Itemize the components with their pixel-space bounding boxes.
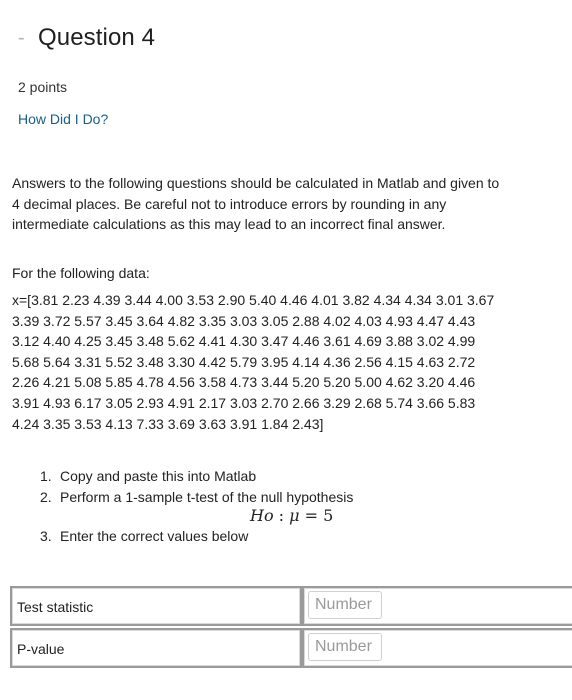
data-line: 3.12 4.40 4.25 3.45 3.48 5.62 4.41 4.30 3.47 4.46 3.61 4.69 3.88 3.02 4.99 (12, 333, 476, 350)
data-line: x=[3.81 2.23 4.39 3.44 4.00 3.53 2.90 5.40 4.46 4.01 3.82 4.34 4.34 3.01 3.67 (12, 292, 495, 308)
step-item (40, 466, 520, 487)
question-title: Question 4 (38, 24, 156, 51)
answer-row-test-statistic (10, 586, 572, 626)
points-label: 2 points (18, 79, 68, 95)
data-line: 4.24 3.35 3.53 4.13 7.33 3.69 3.63 3.91 1.84 2.43] (12, 415, 324, 432)
formula-colon: : (273, 506, 290, 525)
instructions-line: Answers to the following questions should be calculated in Matlab and given to (12, 175, 500, 191)
test-statistic-label: Test statistic (17, 599, 94, 615)
formula-lhs: Ho (250, 506, 274, 525)
p-value-label: P-value (17, 641, 65, 657)
test-statistic-input[interactable] (308, 591, 382, 619)
answer-label-cell (10, 628, 302, 668)
answer-input-cell (302, 586, 572, 626)
step-number: 2. (40, 488, 52, 505)
data-intro: For the following data: (12, 265, 150, 281)
formula-mu: μ (289, 506, 300, 525)
answer-input-cell (302, 628, 572, 668)
step-text: Perform a 1-sample t-test of the null hypothesis (60, 488, 354, 505)
data-line: 3.91 4.93 6.17 3.05 2.93 4.91 2.17 3.03 2.70 2.66 3.29 2.68 5.74 3.66 5.83 (12, 394, 476, 411)
step-number: 3. (40, 528, 52, 544)
step-item (40, 487, 520, 508)
question-header (18, 24, 155, 52)
answers-table (10, 586, 572, 670)
data-line: 5.68 5.64 3.31 5.52 3.48 3.30 4.42 5.79 3.95 4.14 4.36 2.56 4.15 4.63 2.72 (12, 353, 476, 370)
how-did-i-do-link[interactable]: How Did I Do? (18, 111, 109, 127)
p-value-input[interactable] (308, 633, 382, 661)
answer-row-p-value (10, 628, 572, 668)
null-hypothesis-formula (250, 506, 333, 525)
data-line: 3.39 3.72 5.57 3.45 3.64 4.82 3.35 3.03 3.05 2.88 4.02 4.03 4.93 4.47 4.43 (12, 312, 476, 329)
data-line: 2.26 4.21 5.08 5.85 4.78 4.56 3.58 4.73 3.44 5.20 5.20 5.00 4.62 3.20 4.46 (12, 374, 476, 391)
instructions-line: intermediate calculations as this may lead to an incorrect final answer. (12, 216, 446, 232)
formula-eq: = 5 (299, 506, 334, 525)
data-vector (12, 290, 537, 434)
steps-list (40, 466, 520, 507)
step-text: Enter the correct values below (60, 528, 249, 544)
step-item (40, 528, 248, 544)
instructions-line: 4 decimal places. Be careful not to introduce errors by rounding in any (12, 195, 447, 212)
answer-label-cell (10, 586, 302, 626)
collapse-icon[interactable]: - (18, 27, 25, 49)
step-number: 1. (40, 468, 52, 484)
instructions-text (12, 173, 532, 235)
step-text: Copy and paste this into Matlab (60, 468, 257, 484)
